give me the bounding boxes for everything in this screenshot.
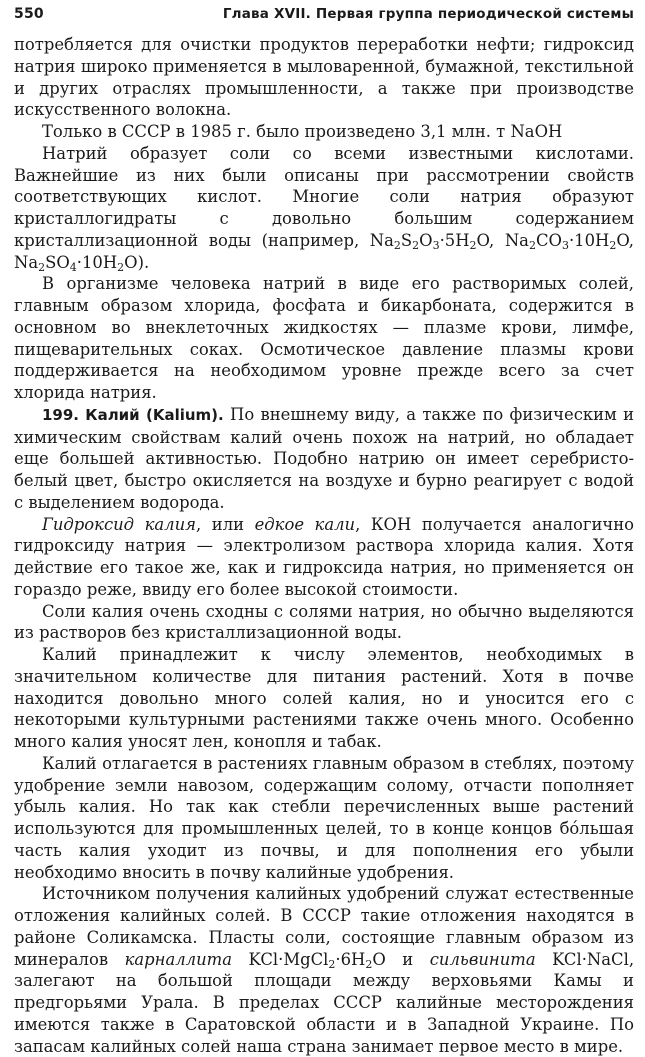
formula-sodium-carbonate: $Na_2CO_3\cdot 10H_2O$, xyxy=(504,230,634,252)
paragraph-5 xyxy=(14,404,634,514)
formula-carnallite: $KCl\cdot MgCl_2\cdot 6H_2O$ и xyxy=(248,949,414,971)
paragraph-10-text: KCl·NaCl, залегают на большой площади между верховьями Камы и предгорьями Урала. В пределах СССР калийные месторождения имеются также в Саратовской области и в Западной Украине. По запасам калийных солей наша страна занимает первое место в мире. xyxy=(14,949,635,1056)
term-caustic-potash: едкое кали xyxy=(254,514,356,534)
paragraph-1: потребляется для очистки продуктов переработки нефти; гидроксид натрия широко применяется в мыловаренной, бумажной, текстильной и других отраслях промышленности, а также при производстве искусственного волокна. xyxy=(14,35,634,120)
section-heading-potassium: 199. Калий (Kalium). xyxy=(42,405,224,424)
formula-sodium-thiosulfate: $Na_2S_2O_3\cdot 5H_2O$, xyxy=(369,230,495,252)
book-page xyxy=(14,6,634,1057)
page-header xyxy=(14,6,634,34)
paragraph-3 xyxy=(14,143,634,274)
paragraph-8: Калий принадлежит к числу элементов, необходимых в значительном количестве для питания растений. Хотя в почве находится довольно много солей калия, но и уносится его с некоторыми культурными растениями также очень много. Особенно много калия уносят лен, конопля и табак. xyxy=(14,645,634,751)
paragraph-7: Соли калия очень сходны с солями натрия, но обычно выделяются из растворов без кристаллизационной воды. xyxy=(14,601,634,643)
page-number: 550 xyxy=(14,6,44,22)
term-sylvinite: сильвинита xyxy=(429,949,536,969)
paragraph-9: Калий отлагается в растениях главным образом в стеблях, поэтому удобрение земли навозом, содержащим солому, отчасти пополняет убыль калия. Но так как стебли перечисленных выше растений используются для промышленных целей, то в конце концов бóльшая часть калия уходит из почвы, и для пополнения его убыли необходимо вносить в почву калийные удобрения. xyxy=(14,753,634,882)
term-potassium-hydroxide: Гидроксид калия xyxy=(42,514,197,534)
paragraph-6-text: , КОН получается аналогично гидроксиду натрия — электролизом раствора хлорида калия. Хотя действие его такое же, как и гидроксида натрия, но применяется он гораздо реже, ввиду его более высокой стоимости. xyxy=(14,514,634,599)
paragraph-3-text: Натрий образует соли со всеми известными кислотами. Важнейшие из них были описаны при рассмотрении свойств соответствующих кислот. Многие соли натрия образуют кристаллогидраты с довольно большим содержанием кристаллизационной воды (например, xyxy=(14,143,634,250)
page-body xyxy=(14,34,634,1057)
term-carnallite: карналлита xyxy=(124,949,232,969)
paragraph-2: Только в СССР в 1985 г. было произведено 3,1 млн. т NaOH xyxy=(42,122,563,141)
paragraph-6: Гидроксид калия, или едкое кали, КОН получается аналогично гидроксиду натрия — электролизом раствора хлорида калия. Хотя действие его такое же, как и гидроксида натрия, но применяется он гораздо реже, ввиду его более высокой стоимости. xyxy=(14,514,634,599)
paragraph-5-text: По внешнему виду, а также по физическим и химическим свойствам калий очень похож на натрий, но обладает еще большей активностью. Подобно натрию он имеет серебристо-белый цвет, быстро окисляется на воздухе и бурно реагирует с водой с выделением водорода. xyxy=(14,404,635,512)
paragraph-4: В организме человека натрий в виде его растворимых солей, главным образом хлорида, фосфата и бикарбоната, содержится в основном во внеклеточных жидкостях — плазме крови, лимфе, пищеварительных соках. Осмотическое давление плазмы крови поддерживается на необходимом уровне прежде всего за счет хлорида натрия. xyxy=(14,274,634,402)
formula-sodium-sulfate: $Na_2SO_4\cdot 10H_2O$). xyxy=(14,252,150,274)
running-title: Глава XVII. Первая группа периодической системы xyxy=(222,6,634,22)
paragraph-10: Источником получения калийных удобрений служат естественные отложения калийных солей. В СССР такие отложения находятся в районе Соликамска. Пласты соли, состоящие главным образом из минералов карналлита $KCl\cdot MgCl_2\cdot 6H_2O$ и сильвинита KCl·NaCl, залегают на большой площади между верховьями Камы и предгорьями Урала. В пределах СССР калийные месторождения имеются также в Саратовской области и в Западной Украине. По запасам калийных солей наша страна занимает первое место в мире. xyxy=(14,884,635,1056)
